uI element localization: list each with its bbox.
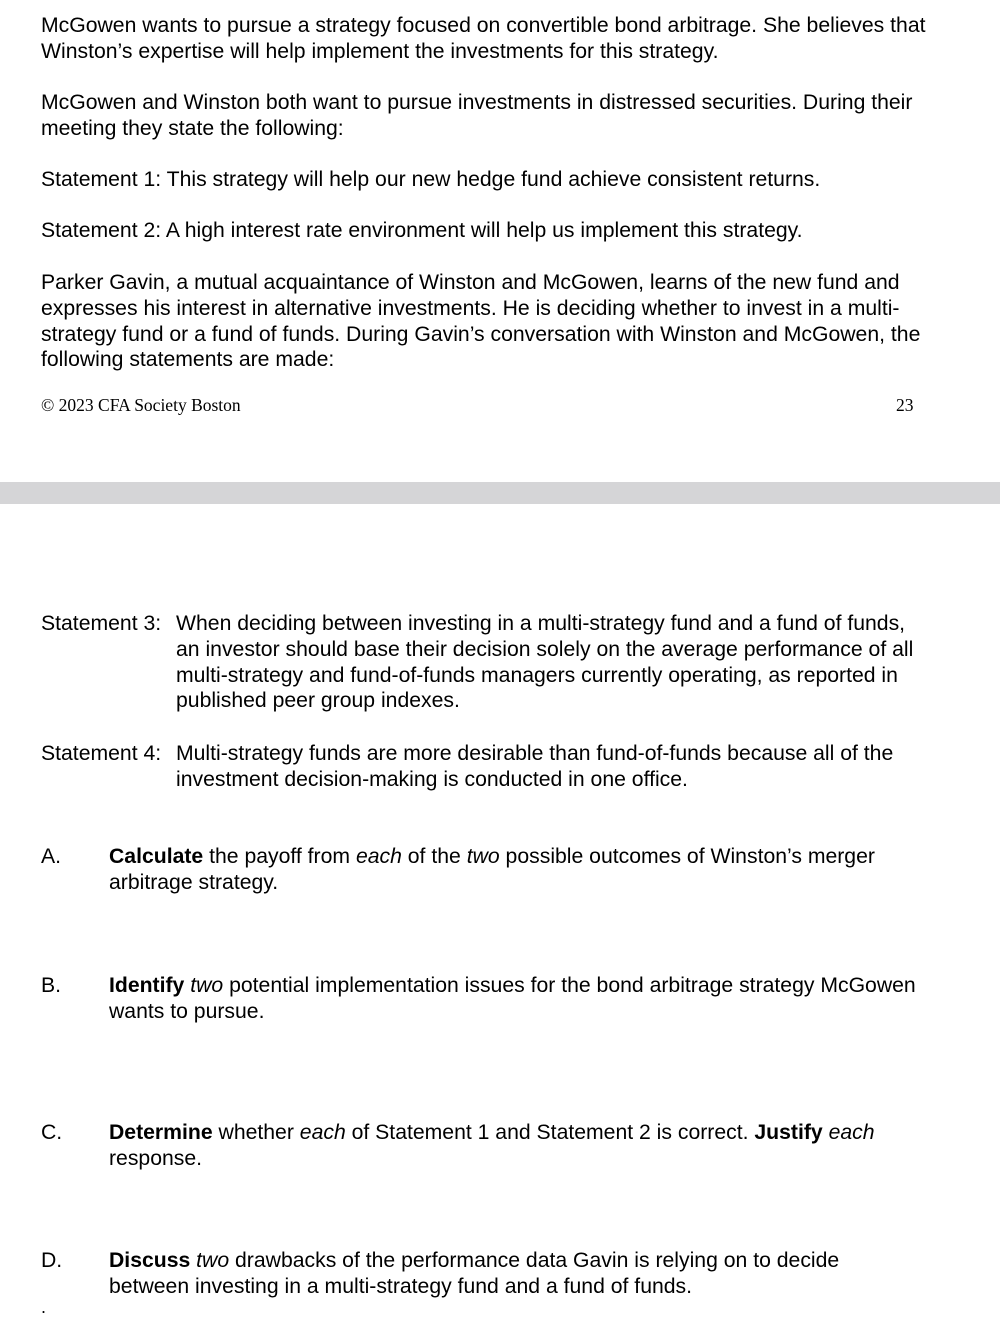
- question-b-emphasis: two: [190, 974, 224, 997]
- question-d-emphasis: two: [196, 1249, 230, 1272]
- statement-1: Statement 1: This strategy will help our new hedge fund achieve consistent returns.: [41, 168, 821, 191]
- question-a-text: [109, 844, 921, 896]
- question-c-part: of Statement 1 and Statement 2 is correct.: [345, 1121, 755, 1144]
- statement-3-label: Statement 3:: [41, 612, 162, 635]
- footer-copyright: © 2023 CFA Society Boston: [41, 395, 241, 415]
- question-a-verb: Calculate: [109, 845, 204, 868]
- footer-page-number: 23: [896, 395, 914, 415]
- question-c-letter: C.: [41, 1121, 63, 1144]
- question-b-letter: B.: [41, 974, 62, 997]
- question-d-part: drawbacks of the performance data Gavin is relying on to decide between investing in a multi-strategy fund and a fund of funds.: [109, 1249, 840, 1298]
- statement-3: [41, 611, 921, 714]
- question-a-part: of the: [401, 845, 467, 868]
- statement-2: Statement 2: A high interest rate environment will help us implement this strategy.: [41, 219, 803, 242]
- question-b: [41, 973, 921, 1025]
- question-c-part: whether: [212, 1121, 300, 1144]
- statement-4: [41, 741, 921, 793]
- question-d-text: [109, 1248, 921, 1300]
- question-a: [41, 844, 921, 896]
- statement-4-text: Multi-strategy funds are more desirable than fund-of-funds because all of the investment decision-making is conducted in one office.: [176, 742, 894, 791]
- question-a-emphasis: two: [466, 845, 500, 868]
- question-d: [41, 1248, 921, 1300]
- question-c: [41, 1120, 921, 1172]
- paragraph-distressed-securities: McGowen and Winston both want to pursue investments in distressed securities. During their meeting they state the following:: [41, 91, 913, 140]
- question-a-letter: A.: [41, 845, 62, 868]
- question-d-verb: Discuss: [109, 1249, 191, 1272]
- paragraph-parker-gavin: Parker Gavin, a mutual acquaintance of Winston and McGowen, learns of the new fund and expresses his interest in alternative investments. He is deciding whether to invest in a multi-strategy fund or a fund of funds. During Gavin’s conversation with Winston and McGowen, the following statements are made:: [41, 271, 921, 372]
- paragraph-convertible-arbitrage: McGowen wants to pursue a strategy focused on convertible bond arbitrage. She believes that Winston’s expertise will help implement the investments for this strategy.: [41, 14, 926, 63]
- question-c-text: [109, 1120, 921, 1172]
- question-c-emphasis: each: [299, 1121, 346, 1144]
- page-separator: [0, 482, 1000, 504]
- question-b-text: [109, 973, 921, 1025]
- question-a-part: possible outcomes of Winston’s merger arbitrage strategy.: [109, 845, 875, 894]
- question-a-emphasis: each: [355, 845, 402, 868]
- question-c-emphasis: each: [828, 1121, 875, 1144]
- document-page-top: [0, 0, 1000, 482]
- question-c-verb: Determine: [109, 1121, 213, 1144]
- question-b-part: potential implementation issues for the bond arbitrage strategy McGowen wants to pursue.: [109, 974, 916, 1023]
- question-c-part: response.: [109, 1146, 203, 1170]
- question-a-part: the payoff from: [203, 845, 356, 868]
- question-b-verb: Identify: [109, 974, 185, 997]
- statement-3-text: When deciding between investing in a multi-strategy fund and a fund of funds, an investor should base their decision solely on the average performance of all multi-strategy and fund-of-funds managers currently operating, as reported in published peer group indexes.: [176, 612, 914, 713]
- statement-4-label: Statement 4:: [41, 742, 162, 765]
- question-c-verb-justify: Justify: [754, 1121, 823, 1144]
- question-d-letter: D.: [41, 1249, 63, 1272]
- trailing-mark: .: [41, 1297, 47, 1317]
